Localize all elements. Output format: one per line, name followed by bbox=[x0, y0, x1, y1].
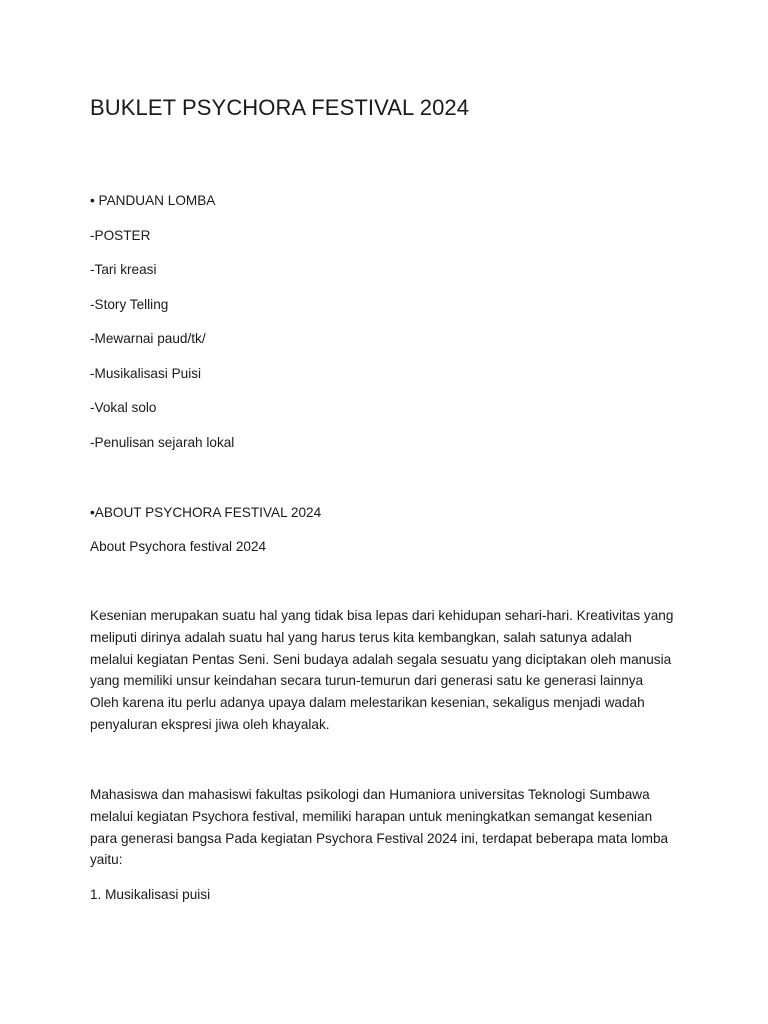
paragraph-line: Kesenian merupakan suatu hal yang tidak bisa lepas dari kehidupan sehari-hari. Kreativitas yang bbox=[90, 608, 674, 623]
lomba-item-vokal-solo: -Vokal solo bbox=[90, 400, 157, 415]
paragraph-line: penyaluran ekspresi jiwa oleh khayalak. bbox=[90, 716, 330, 732]
about-paragraph-1 bbox=[90, 605, 690, 736]
paragraph-line: para generasi bangsa Pada kegiatan Psychora Festival 2024 ini, terdapat beberapa mata lomba bbox=[90, 830, 669, 846]
paragraph-line: yaitu: bbox=[90, 852, 123, 868]
about-heading: •ABOUT PSYCHORA FESTIVAL 2024 bbox=[90, 505, 322, 520]
paragraph-line: melalui kegiatan Psychora festival, memiliki harapan untuk meningkatkan semangat kesenian bbox=[90, 808, 653, 824]
panduan-lomba-heading: • PANDUAN LOMBA bbox=[90, 193, 216, 208]
lomba-list-item-1: 1. Musikalisasi puisi bbox=[90, 887, 211, 902]
document-title: BUKLET PSYCHORA FESTIVAL 2024 bbox=[90, 95, 470, 120]
lomba-item-tari-kreasi: -Tari kreasi bbox=[90, 262, 157, 277]
paragraph-line: melalui kegiatan Pentas Seni. Seni budaya adalah segala sesuatu yang diciptakan oleh manusia bbox=[90, 651, 672, 667]
about-paragraph-2 bbox=[90, 784, 690, 871]
lomba-item-poster: -POSTER bbox=[90, 228, 151, 243]
paragraph-line: meliputi dirinya adalah suatu hal yang harus terus kita kembangkan, salah satunya adalah bbox=[90, 629, 632, 645]
lomba-item-musikalisasi-puisi: -Musikalisasi Puisi bbox=[90, 366, 202, 381]
lomba-item-mewarnai: -Mewarnai paud/tk/ bbox=[90, 331, 206, 346]
paragraph-line: Mahasiswa dan mahasiswi fakultas psikologi dan Humaniora universitas Teknologi Sumbawa bbox=[90, 787, 650, 802]
paragraph-line: yang memiliki unsur keindahan secara turun-temurun dari generasi satu ke generasi lainnya bbox=[90, 673, 644, 689]
lomba-item-penulisan-sejarah: -Penulisan sejarah lokal bbox=[90, 435, 235, 450]
lomba-item-story-telling: -Story Telling bbox=[90, 297, 169, 312]
paragraph-line: Oleh karena itu perlu adanya upaya dalam melestarikan kesenian, sekaligus menjadi wadah bbox=[90, 695, 645, 711]
about-subheading: About Psychora festival 2024 bbox=[90, 539, 267, 554]
